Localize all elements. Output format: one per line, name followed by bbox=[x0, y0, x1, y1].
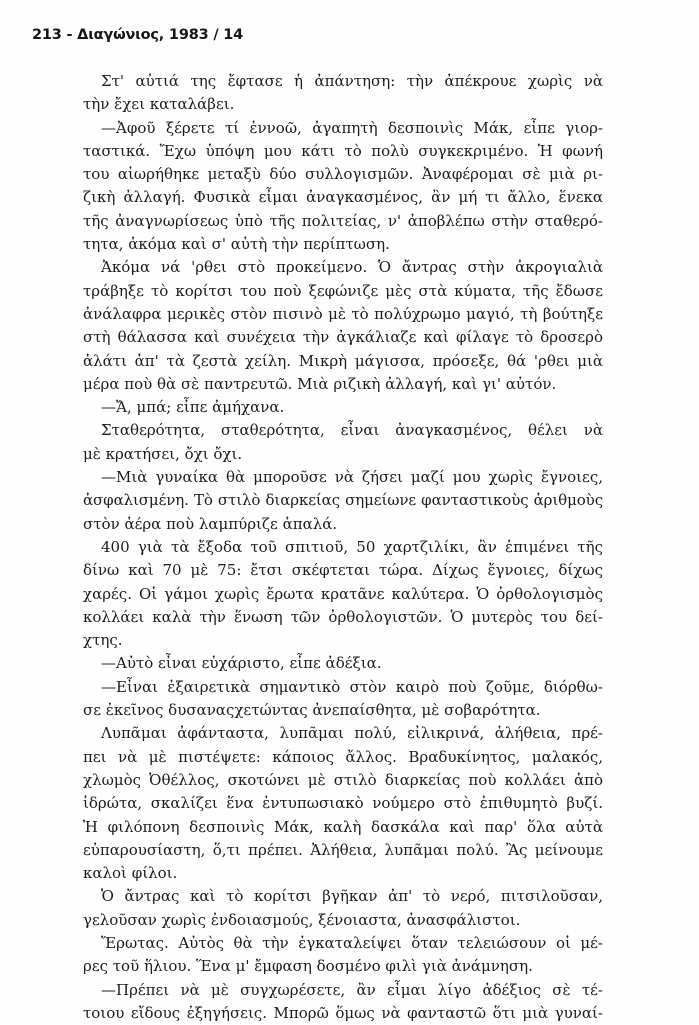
text-line: ἀνάλαφρα μερικὲς στὸν πισινὸ μὲ τὸ πολύχρωμο μαγιό, τὴ βούτηξε bbox=[83, 304, 603, 323]
text-line: ρες τοῦ ἥλιου. Ἕνα μ' ἔμφαση δοσμένο φιλὶ γιὰ ἀνάμνηση. bbox=[83, 957, 533, 976]
text-line: ἱδρώτα, σκαλίζει ἕνα ἐντυπωσιακὸ νούμερο στὸ ἐπιθυμητὸ βυζί. bbox=[83, 794, 603, 813]
text-line: στὴ θάλασσα καὶ συνέχεια τὴν ἀγκάλιαζε καὶ φίλαγε τὸ δροσερὸ bbox=[83, 328, 603, 347]
text-line: —Μιὰ γυναίκα θὰ μποροῦσε νὰ ζήσει μαζί μου χωρὶς ἔγνοιες, bbox=[101, 468, 603, 487]
text-line: μὲ κρατήσει, ὄχι ὄχι. bbox=[83, 444, 243, 463]
text-line: εὐπαρουσίαστη, ὅ,τι πρέπει. Ἀλήθεια, λυπᾶμαι πολύ. Ἂς μείνουμε bbox=[83, 840, 603, 859]
text-line: Ἀκόμα νά 'ρθει στὸ προκείμενο. Ὁ ἄντρας στὴν ἀκρογιαλιὰ bbox=[101, 258, 603, 277]
text-line: τῆς ἀναγνωρίσεως ὑπὸ τῆς πολιτείας, ν' ἀποβλέπω στὴν σταθερό- bbox=[83, 211, 603, 230]
text-line: πει νὰ μὲ πιστέψετε: κάποιος ἄλλος. Βραδυκίνητος, μαλακός, bbox=[83, 747, 603, 766]
text-line: Ἔρωτας. Αὐτὸς θὰ τὴν ἐγκαταλείψει ὅταν τελειώσουν οἱ μέ- bbox=[101, 933, 603, 952]
text-line: 400 γιὰ τὰ ἔξοδα τοῦ σπιτιοῦ, 50 χαρτζιλίκι, ἂν ἐπιμένει τῆς bbox=[101, 537, 603, 556]
text-line: ταστικά. Ἔχω ὑπόψη μου κάτι τὸ πολὺ συγκεκριμένο. Ἡ φωνή bbox=[83, 141, 603, 160]
text-line: Λυπᾶμαι ἀφάνταστα, λυπᾶμαι πολύ, εἰλικρινά, ἀλήθεια, πρέ- bbox=[101, 724, 603, 743]
text-line: —Πρέπει νὰ μὲ συγχωρέσετε, ἂν εἶμαι λίγο ἀδέξιος σὲ τέ- bbox=[101, 980, 603, 999]
text-line: τράβηξε τὸ κορίτσι του ποὺ ξεφώνιζε μὲς στὰ κύματα, τῆς ἔδωσε bbox=[83, 281, 603, 300]
text-line: σε ἐκεῖνος δυσαναςχετώντας ἀνεπαίσθητα, μὲ σοβαρότητα. bbox=[83, 701, 541, 720]
body-text bbox=[83, 70, 603, 1025]
text-line: γελοῦσαν χωρὶς ἐνδοιασμούς, ξένοιαστα, ἀνασφάλιστοι. bbox=[83, 910, 521, 929]
text-line: ζικὴ ἀλλαγή. Φυσικὰ εἶμαι ἀναγκασμένος, ἂν μή τι ἄλλο, ἕνεκα bbox=[83, 188, 603, 207]
text-line: τὴν ἔχει καταλάβει. bbox=[83, 95, 235, 114]
text-line: —Ἀφοῦ ξέρετε τί ἐννοῶ, ἀγαπητὴ δεσποινὶς Μάκ, εἶπε γιορ- bbox=[101, 118, 603, 137]
text-line: καλοὶ φίλοι. bbox=[83, 864, 178, 883]
text-line: μέρα ποὺ θὰ σὲ παντρευτῶ. Μιὰ ριζικὴ ἀλλαγή, καὶ γι' αὐτόν. bbox=[83, 374, 557, 393]
text-line: τοιου εἴδους ἐξηγήσεις. Μπορῶ ὅμως νὰ φανταστῶ ὅτι μιὰ γυναί- bbox=[83, 1003, 603, 1022]
text-line: Στ' αὐτιά της ἔφτασε ἡ ἀπάντηση: τὴν ἀπέκρουε χωρὶς νὰ bbox=[101, 72, 603, 90]
text-line: Ὁ ἄντρας καὶ τὸ κορίτσι βγῆκαν ἀπ' τὸ νερό, πιτσιλοῦσαν, bbox=[101, 887, 603, 906]
running-head: 213 - Διαγώνιος, 1983 / 14 bbox=[32, 27, 244, 43]
text-line: χτης. bbox=[83, 631, 123, 650]
text-line: ἁλάτι ἀπ' τὰ ζεστὰ χείλη. Μικρὴ μάγισσα, πρόσεξε, θά 'ρθει μιὰ bbox=[83, 351, 603, 370]
text-line: χλωμὸς Ὀθέλλος, σκοτώνει μὲ στιλὸ διαρκείας ποὺ κολλάει ἀπὸ bbox=[83, 770, 603, 789]
text-line: τητα, ἀκόμα καὶ σ' αὐτὴ τὴν περίπτωση. bbox=[83, 235, 390, 254]
text-line: δίνω καὶ 70 μὲ 75: ἔτσι σκέφτεται τώρα. Δίχως ἔγνοιες, δίχως bbox=[83, 561, 603, 580]
text-line: —Ἄ, μπά; εἶπε ἀμήχανα. bbox=[101, 398, 285, 417]
text-line: —Εἶναι ἐξαιρετικὰ σημαντικὸ στὸν καιρὸ ποὺ ζοῦμε, διόρθω- bbox=[101, 677, 603, 696]
text-line: του αἰωρήθηκε μεταξὺ δύο συλλογισμῶν. Ἀναφέρομαι σὲ μιὰ ρι- bbox=[83, 165, 603, 184]
text-line: χαρές. Οἱ γάμοι χωρὶς ἔρωτα κρατᾶνε καλύτερα. Ὁ ὀρθολογισμὸς bbox=[83, 584, 603, 603]
text-line: —Αὐτὸ εἶναι εὐχάριστο, εἶπε ἀδέξια. bbox=[101, 654, 382, 673]
text-line: ἀσφαλισμένη. Τὸ στιλὸ διαρκείας σημείωνε φανταστικοὺς ἀριθμοὺς bbox=[83, 491, 603, 510]
text-line: Ἡ φιλόπονη δεσποινὶς Μάκ, καλὴ δασκάλα καὶ παρ' ὅλα αὐτὰ bbox=[83, 817, 603, 836]
text-line: στὸν ἀέρα ποὺ λαμπύριζε ἁπαλά. bbox=[83, 514, 338, 533]
text-line: Σταθερότητα, σταθερότητα, εἶναι ἀναγκασμένος, θέλει νὰ bbox=[101, 421, 603, 440]
text-line: κολλάει καλὰ τὴν ἕνωση τῶν ὀρθολογιστῶν. Ὁ μυτερὸς του δεί- bbox=[83, 607, 603, 626]
